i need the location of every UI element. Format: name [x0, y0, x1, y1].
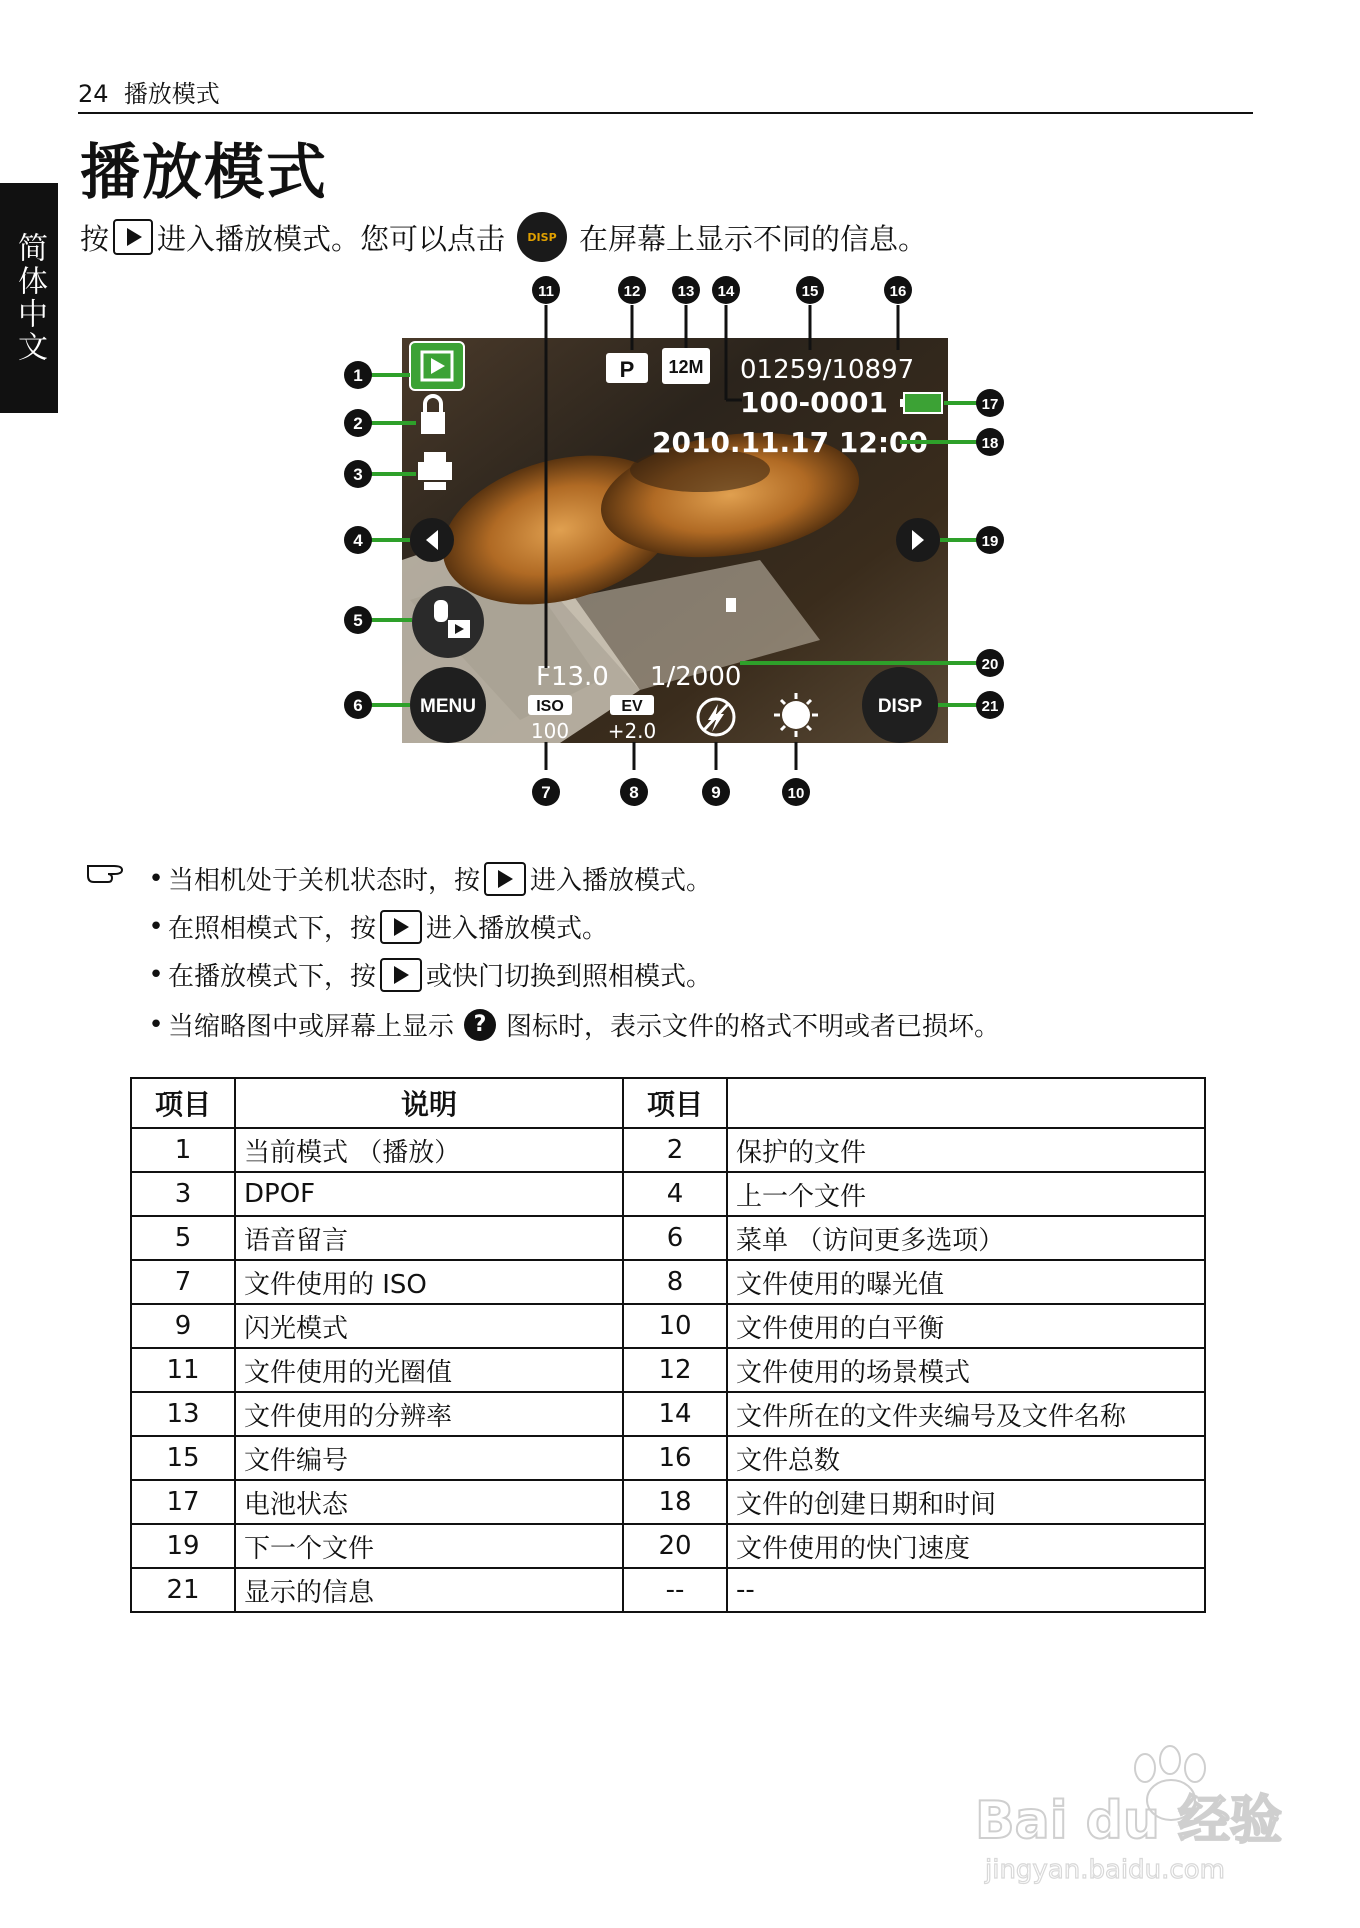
battery-icon [904, 393, 942, 413]
callout-number: 13 [677, 283, 695, 300]
callout-number: 1 [353, 366, 363, 385]
callout-number: 4 [353, 531, 363, 550]
item-description-cell: 上一个文件 [727, 1172, 1205, 1216]
iso-label: ISO [536, 698, 564, 715]
language-tab: 简体中文 [0, 183, 58, 413]
callout-number: 21 [981, 698, 999, 715]
table-row [131, 1392, 1205, 1436]
note-2: • 在照相模式下，按 进入播放模式。 [148, 911, 609, 944]
page-number: 24 [78, 80, 109, 108]
disp-screen-label: DISP [877, 696, 923, 717]
datetime: 2010.11.17 12:00 [652, 426, 929, 459]
note-3: • 在播放模式下，按 或快门切换到照相模式。 [148, 959, 713, 992]
table-row [131, 1260, 1205, 1304]
note-1: • 当相机处于关机状态时，按 进入播放模式。 [148, 863, 713, 896]
menu-label: MENU [420, 696, 476, 717]
shutter-value: 1/2000 [650, 662, 742, 692]
item-description-cell: 闪光模式 [235, 1304, 623, 1348]
scene-label: P [619, 357, 635, 382]
item-number-cell: 18 [623, 1480, 727, 1524]
question-icon: ? [464, 1009, 496, 1041]
header-section: 播放模式 [123, 80, 220, 108]
callout-number: 2 [353, 414, 363, 433]
header-cell: 项目 [131, 1078, 235, 1128]
resolution-label: 12M [668, 357, 704, 377]
item-description-cell: 保护的文件 [727, 1128, 1205, 1172]
item-number-cell: 13 [131, 1392, 235, 1436]
item-description-cell: -- [727, 1568, 1205, 1612]
table-row [131, 1128, 1205, 1172]
item-number-cell: 11 [131, 1348, 235, 1392]
table-row [131, 1568, 1205, 1612]
header-cell: 说明 [235, 1078, 623, 1128]
callout-number: 16 [889, 283, 907, 300]
aperture-value: F13.0 [536, 662, 609, 692]
item-number-cell: 6 [623, 1216, 727, 1260]
item-description-cell: 文件总数 [727, 1436, 1205, 1480]
intro-text-3: 在屏幕上显示不同的信息。 [579, 221, 928, 256]
item-description-cell: 文件使用的分辨率 [235, 1392, 623, 1436]
item-number-cell: 20 [623, 1524, 727, 1568]
watermark-url: jingyan.baidu.com [985, 1855, 1225, 1885]
callout-number: 7 [541, 783, 551, 802]
callout-number: 17 [981, 396, 999, 413]
pointing-hand-icon [84, 860, 134, 890]
item-description-cell: 语音留言 [235, 1216, 623, 1260]
callout-number: 10 [787, 785, 805, 802]
callout-number: 20 [981, 656, 999, 673]
header-cell: 项目 [623, 1078, 727, 1128]
callout-number: 18 [981, 435, 999, 452]
table-row [131, 1480, 1205, 1524]
item-number-cell: 2 [623, 1128, 727, 1172]
callout-number: 11 [538, 283, 554, 300]
item-description-cell: 文件使用的光圈值 [235, 1348, 623, 1392]
table-header-row [131, 1078, 1205, 1128]
page-title: 播放模式 [80, 138, 328, 208]
iso-value: 100 [530, 719, 570, 743]
item-number-cell: 5 [131, 1216, 235, 1260]
item-number-cell: -- [623, 1568, 727, 1612]
callout-number: 15 [801, 283, 819, 300]
item-description-cell: 文件使用的快门速度 [727, 1524, 1205, 1568]
item-description-cell: 文件的创建日期和时间 [727, 1480, 1205, 1524]
item-description-cell: 文件使用的场景模式 [727, 1348, 1205, 1392]
callout-number: 12 [623, 283, 641, 300]
item-description-cell: 菜单 （访问更多选项） [727, 1216, 1205, 1260]
item-number-cell: 19 [131, 1524, 235, 1568]
callout-number: 14 [717, 283, 735, 300]
item-number-cell: 4 [623, 1172, 727, 1216]
ev-label: EV [621, 698, 643, 715]
item-description-cell: 文件使用的 ISO [235, 1260, 623, 1304]
item-number-cell: 14 [623, 1392, 727, 1436]
item-number-cell: 16 [623, 1436, 727, 1480]
item-description-cell: 文件编号 [235, 1436, 623, 1480]
items-table [130, 1077, 1206, 1613]
item-number-cell: 1 [131, 1128, 235, 1172]
item-number-cell: 21 [131, 1568, 235, 1612]
item-description-cell: 电池状态 [235, 1480, 623, 1524]
intro-text-2: 进入播放模式。您可以点击 [157, 221, 506, 256]
item-number-cell: 15 [131, 1436, 235, 1480]
file-name: 100-0001 [740, 386, 888, 419]
disp-button-icon: DISP [517, 212, 567, 262]
item-number-cell: 12 [623, 1348, 727, 1392]
item-number-cell: 9 [131, 1304, 235, 1348]
watermark-brand: Bai du 经验 [975, 1791, 1282, 1851]
item-description-cell: 当前模式 （播放） [235, 1128, 623, 1172]
item-number-cell: 17 [131, 1480, 235, 1524]
item-description-cell: 显示的信息 [235, 1568, 623, 1612]
item-number-cell: 8 [623, 1260, 727, 1304]
intro-text-1: 按 [80, 221, 110, 256]
item-number-cell: 7 [131, 1260, 235, 1304]
callout-number: 8 [629, 783, 639, 802]
playback-button-icon [380, 910, 422, 944]
callout-number: 3 [353, 465, 363, 484]
camera-screen-diagram [0, 0, 1360, 820]
table-row [131, 1436, 1205, 1480]
callout-number: 19 [981, 533, 999, 550]
header-cell [727, 1078, 1205, 1128]
file-count: 01259/10897 [740, 355, 915, 385]
item-description-cell: 文件所在的文件夹编号及文件名称 [727, 1392, 1205, 1436]
playback-button-icon [380, 958, 422, 992]
item-number-cell: 3 [131, 1172, 235, 1216]
item-description-cell: 文件使用的曝光值 [727, 1260, 1205, 1304]
item-description-cell: 文件使用的白平衡 [727, 1304, 1205, 1348]
item-description-cell: 下一个文件 [235, 1524, 623, 1568]
table-row [131, 1348, 1205, 1392]
table-row [131, 1524, 1205, 1568]
table-row [131, 1216, 1205, 1260]
table-row [131, 1172, 1205, 1216]
item-description-cell: DPOF [235, 1172, 623, 1216]
callout-number: 9 [711, 783, 721, 802]
playback-button-icon [484, 862, 526, 896]
table-row [131, 1304, 1205, 1348]
ev-value: +2.0 [607, 719, 657, 743]
baidu-watermark [965, 1738, 1295, 1888]
item-number-cell: 10 [623, 1304, 727, 1348]
note-4: • 当缩略图中或屏幕上显示 ? 图标时，表示文件的格式不明或者已损坏。 [148, 1009, 1001, 1042]
callout-number: 5 [353, 611, 363, 630]
callout-number: 6 [353, 696, 363, 715]
